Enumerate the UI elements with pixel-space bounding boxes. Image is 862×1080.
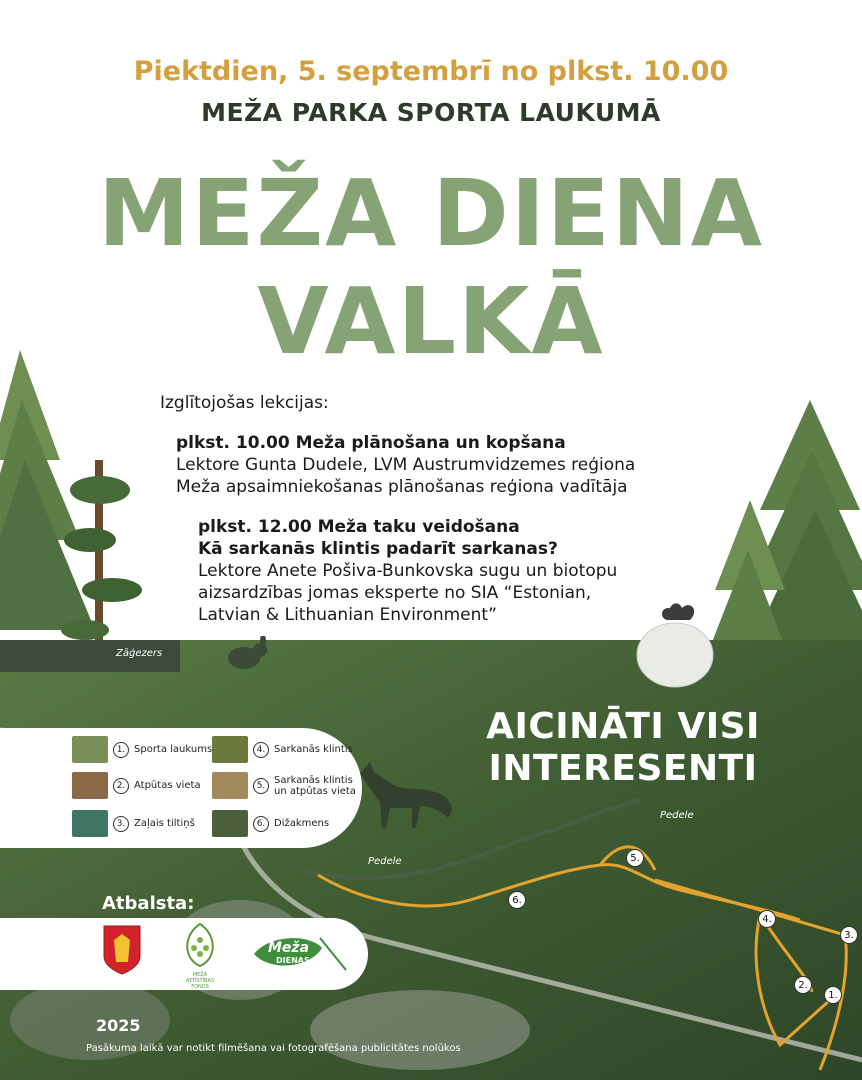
legend-label: Zaļais tiltiņš	[134, 818, 195, 829]
legend-num: 6.	[253, 816, 269, 832]
legend-label: Sarkanās klintis	[274, 744, 353, 755]
forest-fund-logo	[178, 922, 222, 990]
legend-thumb-6	[212, 810, 248, 837]
footer-year: 2025	[96, 1016, 141, 1035]
legend-item	[72, 736, 212, 763]
forest-days-text-1: Meža	[268, 940, 310, 956]
lecture-2-role: aizsardzības jomas eksperte no SIA “Estonian,	[198, 583, 592, 603]
legend-item	[72, 810, 195, 837]
lectures-heading: Izglītojošas lekcijas:	[160, 393, 329, 413]
lecture-1-title: plkst. 10.00 Meža plānošana un kopšana	[176, 433, 566, 453]
valka-coat-of-arms-logo	[102, 924, 142, 976]
lecture-1-role: Meža apsaimniekošanas plānošanas reģiona vadītāja	[176, 477, 628, 497]
map-label-river-1: Pedele	[368, 856, 402, 867]
support-label: Atbalsta:	[102, 893, 195, 914]
legend-label: Sarkanās klintis un atpūtas vieta	[274, 774, 356, 797]
legend-thumb-5	[212, 772, 248, 799]
event-date: Piektdien, 5. septembrī no plkst. 10.00	[133, 56, 729, 87]
map-legend	[0, 728, 362, 848]
title-line-2: VALKĀ	[257, 268, 605, 375]
sponsor-logos	[0, 918, 368, 990]
forest-fund-leaf-icon	[180, 922, 220, 968]
legend-label: Dižakmens	[274, 818, 330, 829]
legend-num: 2.	[113, 778, 129, 794]
map-marker-1[interactable]: 1.	[824, 986, 842, 1004]
map-label-lake: Zāģezers	[116, 648, 163, 659]
lecture-2-title: plkst. 12.00 Meža taku veidošana	[198, 517, 520, 537]
lecture-2-company: Latvian & Lithuanian Environment”	[198, 605, 497, 625]
lecture-2-subtitle: Kā sarkanās klintis padarīt sarkanas?	[198, 539, 558, 559]
map-marker-2[interactable]: 2.	[794, 976, 812, 994]
forest-fund-text: MEŽA ATTĪSTĪBAS FONDS	[185, 972, 215, 990]
legend-item	[212, 736, 353, 763]
legend-item	[212, 772, 362, 799]
lecture-2	[198, 516, 617, 626]
legend-num: 4.	[253, 742, 269, 758]
map-label-river-2: Pedele	[660, 810, 694, 821]
fox-silhouette	[350, 752, 460, 832]
map-marker-3[interactable]: 3.	[840, 926, 858, 944]
legend-num: 3.	[113, 816, 129, 832]
legend-thumb-4	[212, 736, 248, 763]
map-marker-5[interactable]: 5.	[626, 849, 644, 867]
event-venue: MEŽA PARKA SPORTA LAUKUMĀ	[201, 98, 661, 127]
squirrel-on-rock-illustration	[630, 590, 720, 690]
title-line-1: MEŽA DIENA	[98, 160, 764, 267]
cta-line-2: INTERESENTI	[488, 748, 758, 789]
legend-thumb-3	[72, 810, 108, 837]
lecture-1-lecturer: Lektore Gunta Dudele, LVM Austrumvidzemes reģiona	[176, 455, 636, 475]
tree-left-illustration	[0, 340, 170, 670]
forest-days-logo	[250, 932, 350, 976]
legend-item	[212, 810, 329, 837]
map-marker-6[interactable]: 6.	[508, 891, 526, 909]
footer-note: Pasākuma laikā var notikt filmēšana vai fotografēšana publicitātes nolūkos	[86, 1043, 461, 1054]
rabbit-silhouette	[222, 636, 272, 672]
lecture-1	[176, 432, 635, 498]
legend-num: 5.	[253, 778, 269, 794]
legend-label: Sporta laukums	[134, 744, 213, 755]
legend-num: 1.	[113, 742, 129, 758]
legend-item	[72, 772, 201, 799]
legend-thumb-1	[72, 736, 108, 763]
call-to-action	[478, 706, 768, 790]
cta-line-1: AICINĀTI VISI	[486, 706, 760, 747]
forest-days-text-2: DIENAS	[276, 956, 310, 965]
legend-thumb-2	[72, 772, 108, 799]
map-marker-4[interactable]: 4.	[758, 910, 776, 928]
lecture-2-lecturer: Lektore Anete Pošiva-Bunkovska sugu un biotopu	[198, 561, 618, 581]
legend-label: Atpūtas vieta	[134, 780, 201, 791]
tree-right-illustration	[700, 400, 862, 670]
